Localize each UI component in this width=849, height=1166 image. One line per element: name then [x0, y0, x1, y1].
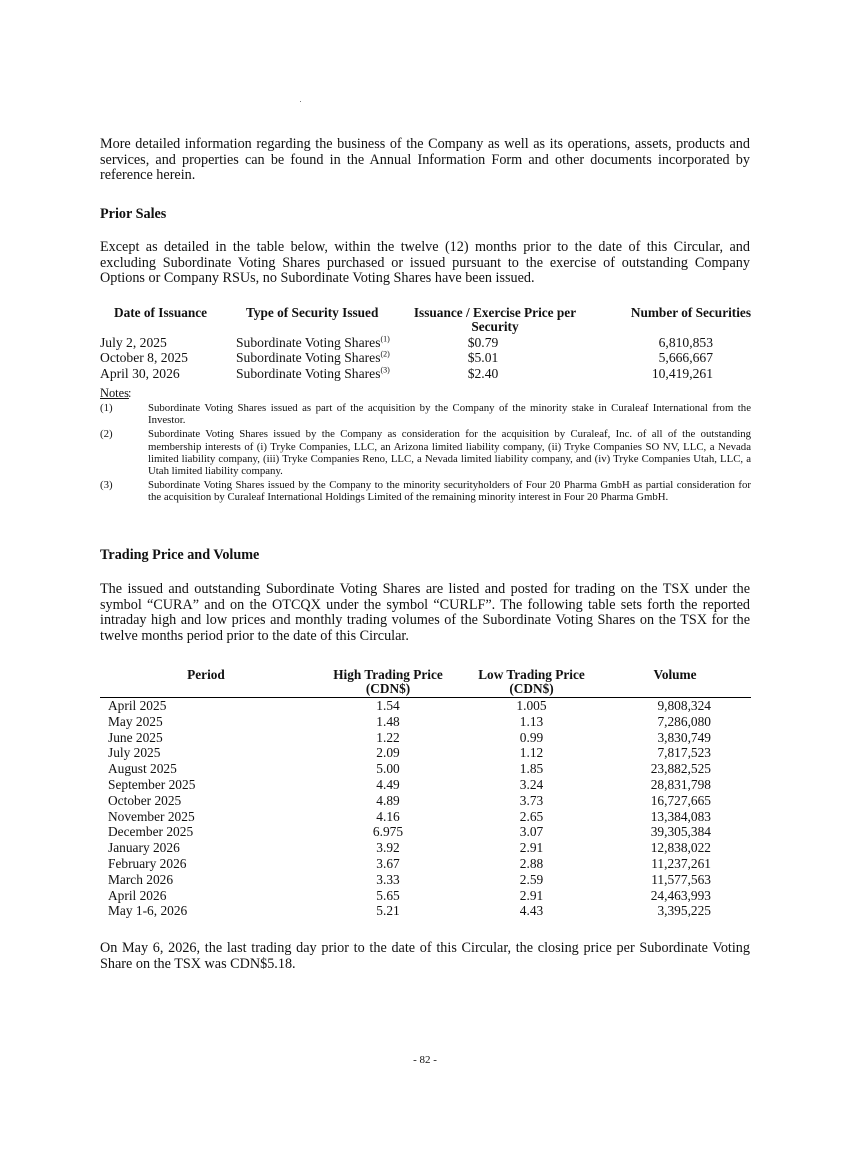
high-price-cell: 1.48: [376, 713, 400, 729]
security-type: Subordinate Voting Shares$^{(3)}$: [236, 365, 390, 381]
low-price-cell: 3.73: [519, 792, 544, 808]
trading-body: [100, 698, 751, 920]
table-row: [100, 903, 751, 919]
table-row: [100, 793, 751, 809]
low-price-cell: 2.88: [519, 855, 544, 871]
table-row: [100, 714, 751, 730]
period-cell: February 2026: [108, 855, 187, 871]
table-row: [100, 730, 751, 746]
prior-sales-table: [100, 306, 751, 381]
prior-sales-header-row: [100, 306, 751, 335]
volume-cell: 13,384,083: [650, 808, 711, 824]
volume-cell: 23,882,525: [650, 761, 711, 777]
high-price-cell: 4.16: [376, 808, 400, 824]
low-price-cell: 2.91: [519, 840, 544, 856]
low-price-cell: 3.24: [519, 776, 544, 792]
table-row: [100, 350, 751, 365]
high-price-cell: 6.975: [372, 824, 404, 840]
low-price-cell: 2.91: [519, 887, 544, 903]
column-header: Issuance / Exercise Price per Security: [413, 305, 577, 334]
volume-cell: 3,395,225: [657, 903, 711, 919]
number-of-securities: 10,419,261: [651, 365, 713, 381]
high-price-cell: 1.22: [376, 729, 400, 745]
low-price-cell: 2.59: [519, 871, 544, 887]
footnote-ref: (3): [380, 365, 390, 375]
footnote-ref: (2): [380, 349, 390, 359]
table-row: [100, 698, 751, 714]
period-cell: November 2025: [108, 808, 195, 824]
period-cell: October 2025: [108, 792, 182, 808]
table-row: [100, 840, 751, 856]
table-row: [100, 856, 751, 872]
number-of-securities: 6,810,853: [658, 335, 713, 350]
volume-cell: 7,817,523: [657, 745, 711, 761]
trading-table: [100, 668, 751, 919]
issuance-price: $2.40: [467, 365, 499, 381]
period-cell: May 1-6, 2026: [108, 903, 188, 919]
volume-cell: 28,831,798: [650, 776, 711, 792]
high-price-cell: 3.67: [376, 855, 400, 871]
volume-cell: 12,838,022: [650, 840, 711, 856]
issuance-date: April 30, 2026: [100, 365, 180, 381]
note-number: (1): [100, 402, 113, 414]
period-cell: April 2025: [108, 698, 167, 713]
volume-cell: 16,727,665: [650, 792, 711, 808]
column-header: Type of Security Issued: [246, 305, 379, 320]
issuance-date: October 8, 2025: [100, 350, 188, 366]
period-cell: July 2025: [108, 745, 161, 761]
high-price-cell: 1.54: [376, 698, 400, 713]
trading-heading: Trading Price and Volume: [100, 547, 260, 563]
column-header-volume: Volume: [599, 668, 751, 698]
period-cell: September 2025: [108, 776, 196, 792]
note-number: (3): [100, 479, 113, 492]
prior-sales-paragraph: Except as detailed in the table below, within the twelve (12) months prior to the date of this Circular, and excluding Subordinate Voting Shares purchased or issued pursuant to the exercise of outstanding Company Options or Company RSUs, no Subordinate Voting Shares have been issued.: [100, 239, 750, 287]
table-row: [100, 366, 751, 381]
low-price-cell: 2.65: [519, 808, 544, 824]
notes-colon: :: [128, 386, 132, 400]
high-price-cell: 3.92: [376, 840, 400, 856]
low-price-cell: 4.43: [519, 903, 544, 919]
low-price-cell: 1.12: [519, 745, 544, 761]
high-price-cell: 4.49: [376, 776, 400, 792]
volume-cell: 24,463,993: [650, 887, 711, 903]
issuance-price: $5.01: [467, 350, 499, 366]
note-item: [100, 428, 751, 477]
low-price-cell: 1.005: [516, 698, 547, 713]
low-price-cell: 1.13: [519, 713, 544, 729]
period-cell: April 2026: [108, 887, 167, 903]
period-cell: May 2025: [108, 713, 163, 729]
trading-paragraph: The issued and outstanding Subordinate Voting Shares are listed and posted for trading on the TSX under the symbol “CURA” and on the OTCQX under the symbol “CURLF”. The following table sets forth the reported intraday high and low prices and monthly trading volumes of the Subordinate Voting Shares on the TSX for the twelve months period prior to the date of this Circular.: [100, 581, 750, 644]
volume-cell: 11,577,563: [651, 871, 711, 887]
low-price-cell: 1.85: [519, 761, 544, 777]
table-row: [100, 745, 751, 761]
volume-cell: 9,808,324: [657, 698, 711, 713]
volume-cell: 39,305,384: [650, 824, 711, 840]
prior-sales-heading: Prior Sales: [100, 206, 167, 222]
table-row: [100, 824, 751, 840]
page-number: - 82 -: [413, 1054, 437, 1066]
column-header-period: Period: [100, 668, 312, 698]
note-text: Subordinate Voting Shares issued by the Company as consideration for the acquisition by Curaleaf, Inc. of all of the outstanding membership interests of (i) Tryke Companies, LLC, an Arizona limited liability company, (ii) Tryke Companies SO NV, LLC, a Nevada limited liability company, (iii) Tryke Companies Reno, LLC, a Nevada limited liability company, and (iv) Tryke Companies Utah, LLC, a Utah limited liability company.: [148, 428, 751, 478]
issuance-date: July 2, 2025: [100, 335, 167, 350]
table-row: [100, 777, 751, 793]
volume-cell: 7,286,080: [657, 713, 711, 729]
column-header: Number of Securities: [630, 305, 751, 320]
security-type: Subordinate Voting Shares$^{(2)}$: [236, 349, 390, 366]
high-price-cell: 3.33: [376, 871, 400, 887]
table-row: [100, 872, 751, 888]
high-price-cell: 5.21: [376, 903, 400, 919]
period-cell: March 2026: [108, 871, 174, 887]
notes-label: Notes: [100, 386, 129, 400]
period-cell: August 2025: [108, 761, 177, 777]
period-cell: January 2026: [108, 840, 180, 856]
table-row: [100, 761, 751, 777]
high-price-cell: 5.65: [376, 887, 400, 903]
stray-mark: [300, 101, 301, 102]
footnote-ref: (1): [380, 334, 390, 344]
low-price-cell: 0.99: [519, 729, 544, 745]
table-row: [100, 809, 751, 825]
column-header-low: Low Trading Price (CDN$): [464, 668, 599, 698]
note-number: (2): [100, 428, 113, 441]
closing-paragraph: On May 6, 2026, the last trading day prior to the date of this Circular, the closing price per Subordinate Voting Share on the TSX was CDN$5.18.: [100, 940, 750, 972]
high-price-cell: 4.89: [376, 792, 400, 808]
period-cell: December 2025: [108, 824, 194, 840]
trading-header-row: [100, 668, 751, 698]
low-price-cell: 3.07: [519, 824, 544, 840]
number-of-securities: 5,666,667: [658, 350, 713, 366]
high-price-cell: 5.00: [376, 761, 400, 777]
note-text: Subordinate Voting Shares issued by the Company to the minority securityholders of Four 20 Pharma GmbH as partial consideration for the acquisition by Curaleaf International Holdings Limited of the remaining minority interest in Four 20 Pharma GmbH.: [148, 479, 751, 504]
table-row: [100, 335, 751, 350]
note-item: [100, 479, 751, 503]
column-header: Date of Issuance: [114, 305, 208, 320]
volume-cell: 3,830,749: [657, 729, 711, 745]
issuance-price: $0.79: [467, 335, 499, 350]
note-text: Subordinate Voting Shares issued as part of the acquisition by the Company of the minority stake in Curaleaf International from the Investor.: [148, 402, 751, 427]
period-cell: June 2025: [108, 729, 163, 745]
notes-list: [100, 402, 751, 506]
intro-paragraph: More detailed information regarding the business of the Company as well as its operations, assets, products and services, and properties can be found in the Annual Information Form and other documents incorporated by reference herein.: [100, 136, 750, 184]
high-price-cell: 2.09: [376, 745, 400, 761]
column-header-high: High Trading Price (CDN$): [312, 668, 464, 698]
security-type: Subordinate Voting Shares$^{(1)}$: [236, 334, 390, 350]
table-row: [100, 888, 751, 904]
note-item: [100, 402, 751, 426]
volume-cell: 11,237,261: [651, 855, 711, 871]
